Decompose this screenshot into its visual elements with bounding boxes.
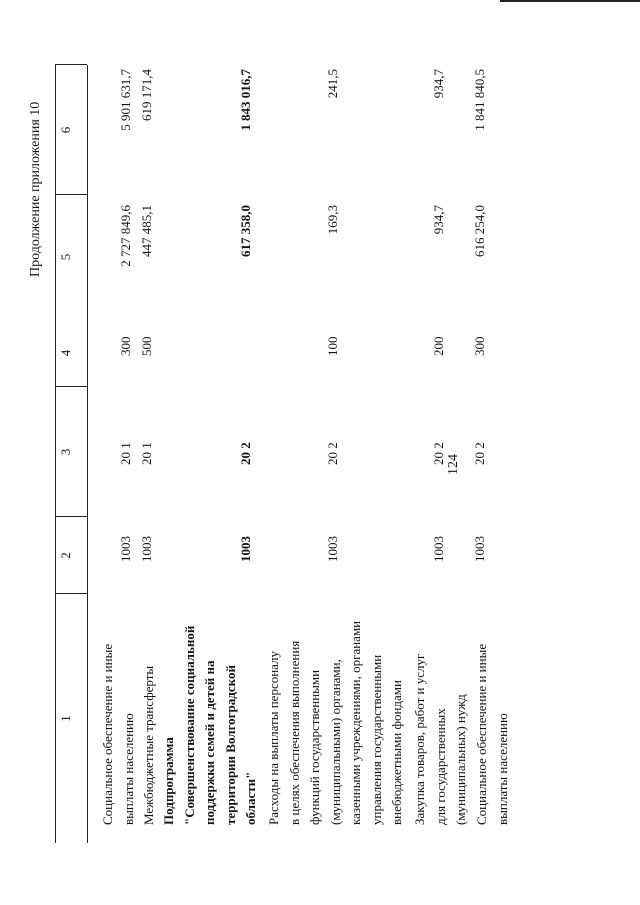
column-header-5: 5: [58, 253, 73, 261]
cell-program: 20 1: [118, 442, 133, 465]
cell-amount-6: 5 901 631,7: [118, 69, 133, 131]
page-number: 124: [446, 454, 461, 475]
column-header-2: 2: [58, 552, 73, 559]
cell-amount-5: 169,3: [325, 205, 340, 235]
cell-program: 20 2: [325, 442, 340, 465]
cell-amount-5: 616 254,0: [472, 205, 487, 257]
cell-expense-type: 300: [118, 336, 133, 356]
cell-amount-6: 241,5: [325, 69, 340, 99]
cell-amount-5: 2 727 849,6: [118, 205, 133, 267]
cell-expense-type: 100: [325, 336, 340, 356]
cell-expense-type: 300: [472, 336, 487, 356]
cell-amount-6: 1 841 840,5: [472, 69, 487, 131]
cell-amount-5: 934,7: [431, 205, 446, 235]
cell-amount-5: 617 358,0: [238, 205, 253, 257]
cell-expense-type: 500: [139, 336, 154, 356]
cell-program: 20 2: [472, 442, 487, 465]
header-bottom-rule: [87, 65, 88, 843]
cell-section: 1003: [431, 536, 446, 562]
cell-section: 1003: [238, 536, 253, 562]
cell-section: 1003: [472, 536, 487, 562]
column-header-1: 1: [58, 715, 73, 722]
header-top-rule: [55, 65, 56, 843]
cell-section: 1003: [118, 536, 133, 562]
cell-amount-6: 934,7: [431, 69, 446, 99]
cell-amount-5: 447 485,1: [139, 205, 154, 257]
row-name: Закупка товаров, работ и услуг для государственных (муниципальных) нужд: [412, 653, 468, 825]
cell-amount-6: 619 171,4: [139, 69, 154, 121]
cell-section: 1003: [139, 536, 154, 562]
cell-amount-6: 1 843 016,7: [238, 69, 253, 131]
column-header-4: 4: [58, 349, 73, 357]
cell-program: 20 2: [238, 442, 253, 465]
continuation-title: Продолжение приложения 10: [28, 101, 43, 277]
row-name: Подпрограмма "Совершенствование социальной поддержки семей и детей на территории Волгоградской области": [161, 625, 258, 825]
row-name: Межбюджетные трансферты: [141, 665, 156, 825]
column-header-3: 3: [58, 448, 73, 456]
cell-program: 20 1: [139, 442, 154, 465]
column-header-6: 6: [58, 126, 73, 134]
row-name: Расходы на выплаты персоналу в целях обеспечения выполнения функций государственными (муниципальными) органами, казенными учреждениями, органами управления государственными внебюджетными фондами: [266, 620, 404, 825]
cell-section: 1003: [325, 536, 340, 562]
cell-expense-type: 200: [431, 336, 446, 356]
row-name: Социальное обеспечение и иные выплаты населению: [100, 643, 136, 825]
cell-program: 20 2: [431, 442, 446, 465]
row-name: Социальное обеспечение и иные выплаты населению: [474, 643, 510, 825]
